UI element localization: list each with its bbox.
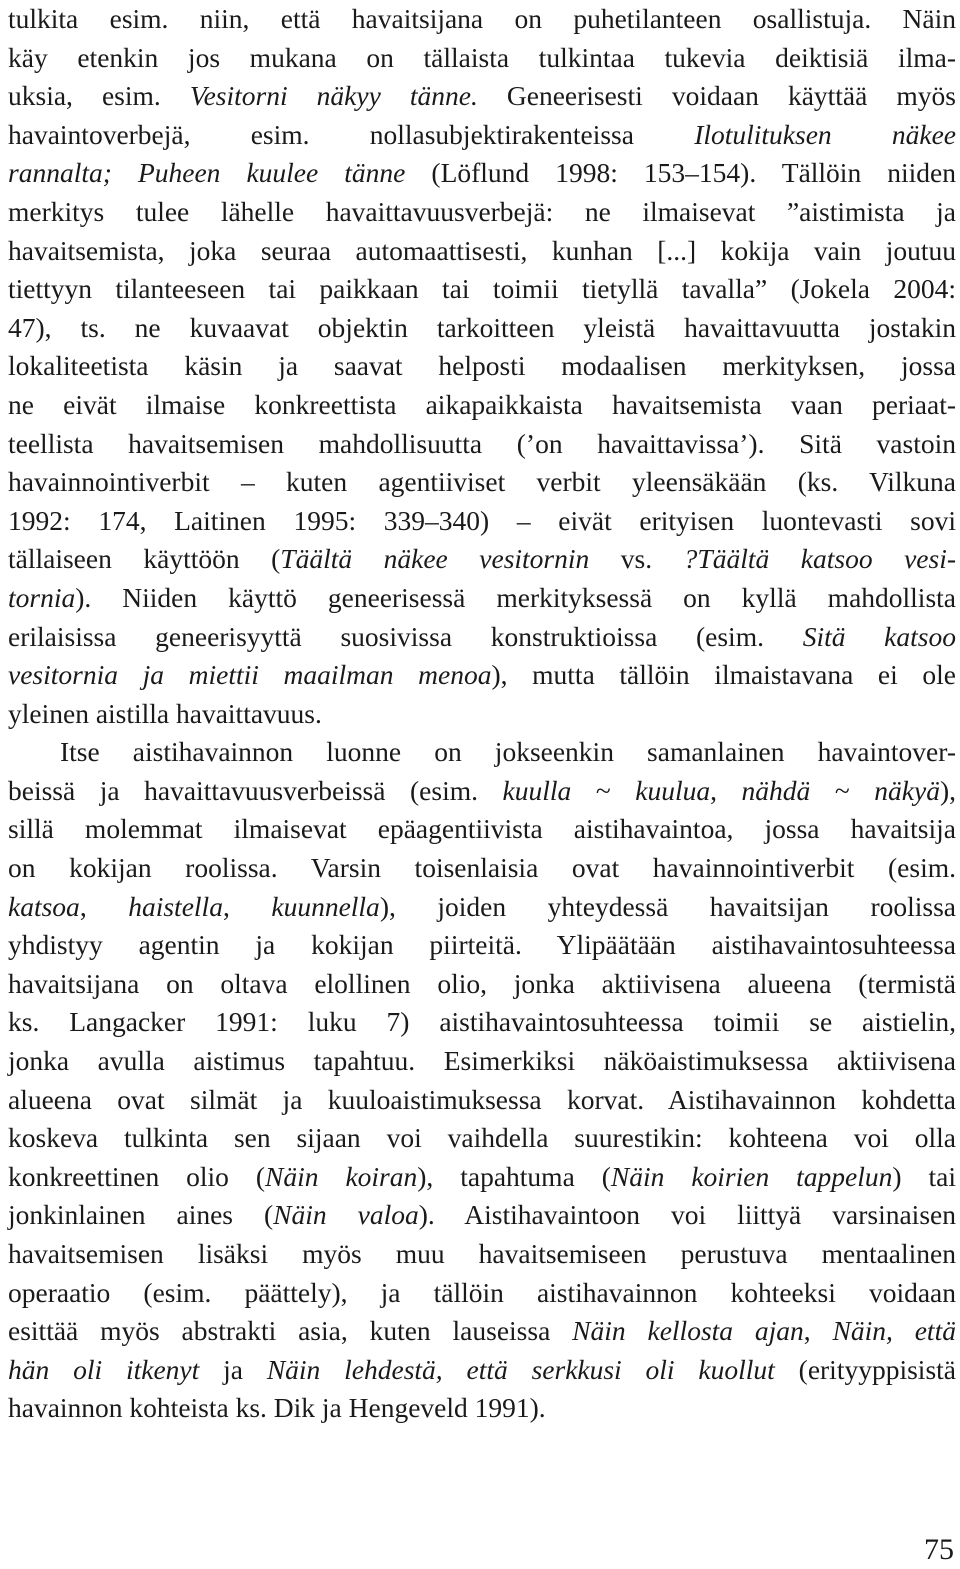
italic-example-text: haistella [128,890,223,922]
text-segment: ~ [571,774,636,806]
text-segment: havaitsijana on oltava elollinen olio, jonka aktiivisena alueena (termistä [8,967,956,999]
text-line [8,1312,956,1351]
text-line [8,540,956,579]
text-segment: (erityyppisistä [774,1353,956,1385]
text-line [8,502,956,541]
page-number: 75 [924,1533,954,1566]
italic-example-text: Sitä katsoo [802,620,956,652]
text-segment: (Löflund 1998: 153–154). Tällöin niiden [405,157,956,189]
text-segment: käy etenkin jos mukana on tällaista tulkintaa tukevia deiktisiä ilma- [8,41,956,73]
text-line [8,926,956,965]
text-segment: esittää myös abstrakti asia, kuten lauseissa [8,1315,573,1347]
text-segment: , [222,890,272,922]
text-segment: on kokijan roolissa. Varsin toisenlaisia ovat havainnointiverbit (esim. [8,852,956,884]
text-segment: koskeva tulkinta sen sijaan voi vaihdella suurestikin: kohteena voi olla [8,1122,956,1154]
text-line [8,1081,956,1120]
italic-example-text: rannalta; Puheen kuulee tänne [8,157,406,189]
text-segment: ), joiden yhteydessä havaitsijan roolissa [379,890,957,922]
italic-example-text: vesitornia ja miettii maailman menoa [8,659,492,691]
italic-example-text: kuulla [502,774,572,806]
text-segment: ). Aistihavaintoon voi liittyä varsinaisen [418,1199,956,1231]
text-line [8,270,956,309]
text-segment: merkitys tulee lähelle havaittavuusverbejä: ne ilmaisevat ”aistimista ja [8,195,956,227]
italic-example-text: nähdä [741,774,811,806]
text-segment: jonka avulla aistimus tapahtuu. Esimerkiksi näköaistimuksessa aktiivisena [8,1045,956,1077]
text-segment: 1992: 174, Laitinen 1995: 339–340) – eivät erityisen luontevasti sovi [8,504,956,536]
italic-example-text: katsoa [8,890,80,922]
text-line [8,1119,956,1158]
text-line [8,618,956,657]
text-segment: havaitsemista, joka seuraa automaattisesti, kunhan [...] kokija vain joutuu [8,234,956,266]
text-segment: lokaliteetista käsin ja saavat helposti modaalisen merkityksen, jossa [8,350,956,382]
text-line [8,116,956,155]
text-segment: beissä ja havaittavuusverbeissä (esim. [8,774,503,806]
text-line [8,695,956,734]
text-segment: yleinen aistilla havaittavuus. [8,697,322,729]
italic-example-text: Näin koirien tappelun [610,1160,893,1192]
text-segment: konkreettinen olio ( [8,1160,266,1192]
text-line [8,0,956,39]
text-segment: sillä molemmat ilmaisevat epäagentiivista aistihavaintoa, jossa havaitsija [8,813,956,845]
italic-example-text: näkyä [874,774,940,806]
text-segment: ) tai [892,1160,956,1192]
italic-example-text: ?Täältä katsoo vesi- [683,543,957,575]
text-segment: , [79,890,129,922]
text-segment: ~ [810,774,875,806]
text-line [8,193,956,232]
text-line [8,463,956,502]
text-segment: Itse aistihavainnon luonne on jokseenkin samanlainen havaintover- [60,736,956,768]
italic-example-text: Näin koiran [265,1160,418,1192]
text-line [8,888,956,927]
text-segment: ja [199,1353,267,1385]
italic-example-text: Näin valoa [273,1199,419,1231]
text-segment: ), mutta tällöin ilmaistavana ei ole [491,659,956,691]
text-segment: jonkinlainen aines ( [8,1199,274,1231]
text-line [8,1042,956,1081]
italic-example-text: Täältä näkee vesitornin [280,543,590,575]
text-line [8,39,956,78]
text-segment: 47), ts. ne kuvaavat objektin tarkoitteen yleistä havaittavuutta jostakin [8,311,956,343]
text-segment: havaintoverbejä, esim. nollasubjektirakenteissa [8,118,695,150]
text-line [8,386,956,425]
text-segment: yhdistyy agentin ja kokijan piirteitä. Ylipäätään aistihavaintosuhteessa [8,929,956,961]
italic-example-text: kuunnella [271,890,380,922]
italic-example-text: Näin lehdestä, että serkkusi oli kuollut [266,1353,775,1385]
text-line [8,733,956,772]
paragraph [8,733,956,1428]
text-line [8,1235,956,1274]
text-segment: alueena ovat silmät ja kuuloaistimuksessa korvat. Aistihavainnon kohdetta [8,1083,956,1115]
text-line [8,347,956,386]
text-segment: , [803,1315,833,1347]
text-line [8,232,956,271]
text-line [8,1196,956,1235]
paragraph [8,0,956,733]
text-segment: havaitsemisen lisäksi myös muu havaitsemiseen perustuva mentaalinen [8,1238,956,1269]
text-line [8,656,956,695]
text-segment: tiettyyn tilanteeseen tai paikkaan tai toimii tietyllä tavalla” (Jokela 2004: [8,273,956,305]
text-line [8,1389,956,1428]
text-segment: tulkita esim. niin, että havaitsijana on puhetilanteen osallistuja. Näin [8,3,956,34]
text-segment: havainnointiverbit – kuten agentiiviset verbit yleensäkään (ks. Vilkuna [8,466,956,498]
text-segment: uksia, esim. [8,80,190,112]
text-line [8,154,956,193]
text-line [8,849,956,888]
text-line [8,579,956,618]
italic-example-text: tornia [8,581,76,613]
italic-example-text: Ilotulituksen näkee [694,118,956,150]
text-segment: operaatio (esim. päättely), ja tällöin aistihavainnon kohteeksi voidaan [8,1276,956,1308]
text-segment: teellista havaitsemisen mahdollisuutta (’on havaittavissa’). Sitä vastoin [8,427,956,459]
italic-example-text: Vesitorni näkyy tänne. [189,80,478,112]
text-segment: ), [939,774,956,806]
italic-example-text: Näin, että [832,1315,956,1347]
italic-example-text: Näin kellosta ajan [572,1315,804,1347]
text-line [8,1351,956,1390]
text-line [8,1003,956,1042]
text-line [8,810,956,849]
text-segment: ). Niiden käyttö geneerisessä merkityksessä on kyllä mahdollista [75,581,956,613]
text-segment: ne eivät ilmaise konkreettista aikapaikkaista havaitsemista vaan periaat- [8,388,956,420]
text-segment: ), tapahtuma ( [417,1160,611,1192]
text-segment: tällaiseen käyttöön ( [8,543,281,575]
text-segment: vs. [589,543,684,575]
italic-example-text: kuulua [635,774,711,806]
document-body [8,0,956,1428]
text-line [8,1158,956,1197]
text-segment: , [710,774,742,806]
text-line [8,77,956,116]
text-line [8,772,956,811]
text-line [8,309,956,348]
text-line [8,1274,956,1313]
text-segment: havainnon kohteista ks. Dik ja Hengeveld 1991). [8,1392,546,1424]
text-segment: Geneerisesti voidaan käyttää myös [477,80,956,112]
text-segment: ks. Langacker 1991: luku 7) aistihavaintosuhteessa toimii se aistielin, [8,1006,956,1038]
text-line [8,425,956,464]
text-segment: erilaisissa geneerisyyttä suosivissa konstruktioissa (esim. [8,620,803,652]
text-line [8,965,956,1004]
italic-example-text: hän oli itkenyt [8,1353,200,1385]
